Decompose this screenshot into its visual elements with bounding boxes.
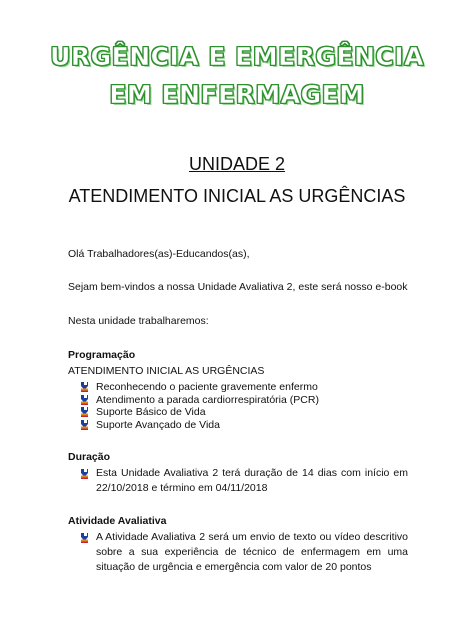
- list-item: [80, 419, 319, 432]
- duracao-text: Esta Unidade Avaliativa 2 terá duração de 14 dias com início em 22/10/2018 e término em 04/11/2018: [96, 467, 408, 494]
- unit-label: UNIDADE 2: [188, 154, 286, 174]
- list-item: [80, 381, 319, 394]
- programacao-heading: Programação: [68, 349, 136, 361]
- lead-text: Nesta unidade trabalharemos:: [68, 315, 209, 327]
- welcome-text: Sejam bem-vindos a nossa Unidade Avaliativa 2, este será nosso e-book: [68, 281, 408, 293]
- list-item: [80, 406, 319, 419]
- arrow-bullet-icon: [80, 382, 89, 392]
- unit-title: ATENDIMENTO INICIAL AS URGÊNCIAS: [68, 186, 406, 206]
- arrow-bullet-icon: [80, 469, 89, 479]
- document-title-line1: URGÊNCIA E EMERGÊNCIA: [50, 42, 424, 71]
- arrow-bullet-icon: [80, 533, 89, 543]
- programacao-item-text: Reconhecendo o paciente gravemente enfermo: [96, 381, 318, 393]
- list-item: [80, 394, 319, 407]
- greeting-text: Olá Trabalhadores(as)-Educandos(as),: [68, 248, 250, 260]
- arrow-bullet-icon: [80, 407, 89, 417]
- programacao-item-text: Atendimento a parada cardiorrespiratória (PCR): [96, 393, 319, 406]
- programacao-list: [80, 381, 319, 431]
- duracao-heading: Duração: [68, 451, 111, 463]
- programacao-item-text: Suporte Avançado de Vida: [96, 418, 220, 431]
- programacao-subtitle: ATENDIMENTO INICIAL AS URGÊNCIAS: [68, 365, 265, 377]
- programacao-item-text: Suporte Básico de Vida: [96, 406, 206, 418]
- document-title-line2: EM ENFERMAGEM: [109, 80, 365, 109]
- atividade-text: A Atividade Avaliativa 2 será um envio de texto ou vídeo descritivo sobre a sua experiência de técnico de enfermagem em uma situação de urgência e emergência com valor de 20 pontos: [96, 531, 408, 573]
- arrow-bullet-icon: [80, 420, 89, 430]
- arrow-bullet-icon: [80, 395, 89, 405]
- atividade-heading: Atividade Avaliativa: [68, 515, 167, 527]
